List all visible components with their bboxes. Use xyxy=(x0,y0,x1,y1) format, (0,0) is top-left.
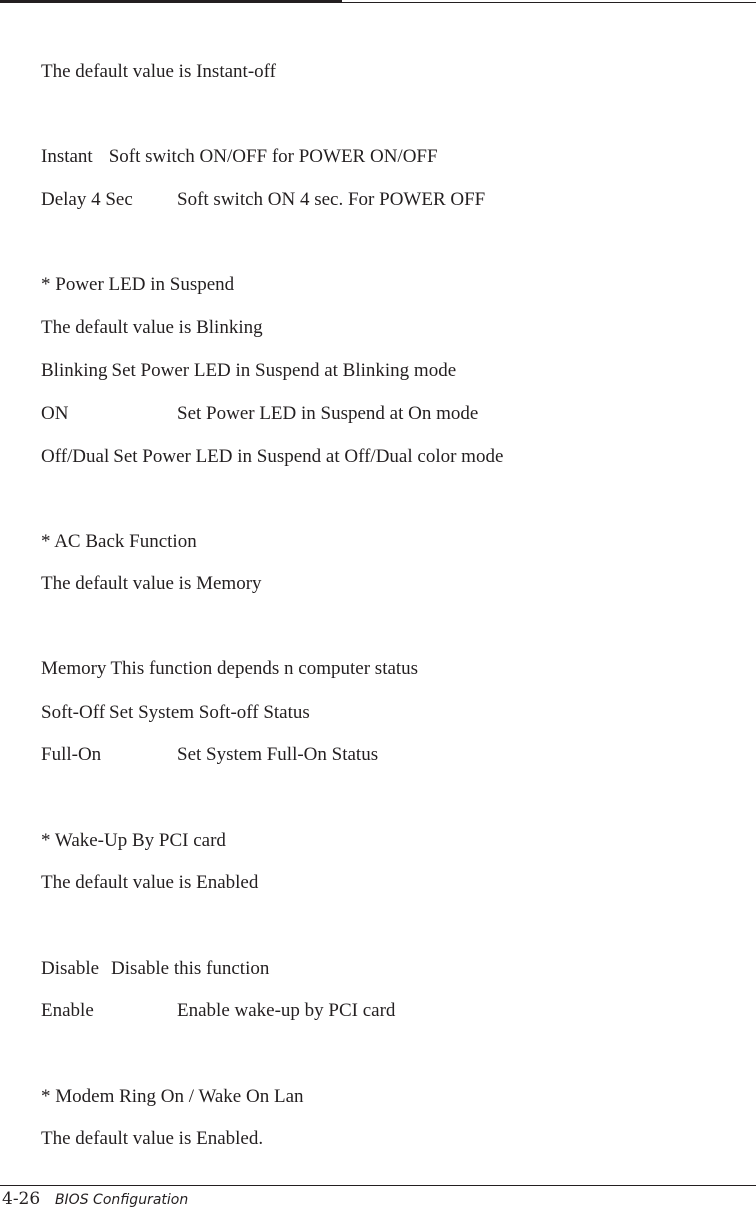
option-description: Soft switch ON/OFF for POWER ON/OFF xyxy=(108,146,438,167)
option-term: ON xyxy=(41,403,69,424)
text-line xyxy=(41,403,479,425)
text-line: The default value is Blinking xyxy=(41,317,263,338)
text-line: The default value is Enabled. xyxy=(41,1128,264,1149)
footer xyxy=(2,1188,188,1210)
text-line: * Modem Ring On / Wake On Lan xyxy=(41,1086,304,1107)
option-term: Enable xyxy=(41,1000,94,1021)
text-line xyxy=(41,658,418,680)
option-description: Set Power LED in Suspend at Blinking mode xyxy=(111,360,457,381)
option-description: Enable wake-up by PCI card xyxy=(177,1000,396,1021)
option-description: Set Power LED in Suspend at Off/Dual color mode xyxy=(113,446,504,467)
option-term: Memory xyxy=(41,658,107,679)
option-term: Off/Dual xyxy=(41,446,110,467)
option-term: Blinking xyxy=(41,360,108,381)
text-line: * AC Back Function xyxy=(41,531,197,552)
text-line xyxy=(41,189,486,211)
header-rule xyxy=(342,2,756,3)
footer-rule xyxy=(0,1185,756,1186)
option-description: Soft switch ON 4 sec. For POWER OFF xyxy=(177,189,486,210)
text-line: The default value is Instant-off xyxy=(41,61,276,82)
text-line: The default value is Memory xyxy=(41,573,262,594)
header-bar xyxy=(0,0,342,3)
option-term: Soft-Off xyxy=(41,702,106,723)
page-number: 4-26 xyxy=(2,1189,41,1209)
text-line xyxy=(41,702,310,724)
option-description: This function depends n computer status xyxy=(110,658,419,679)
text-line: The default value is Enabled xyxy=(41,872,259,893)
text-line xyxy=(41,1000,396,1022)
option-description: Set Power LED in Suspend at On mode xyxy=(177,403,479,424)
text-line xyxy=(41,958,269,980)
option-description: Set System Full-On Status xyxy=(177,744,379,765)
text-line xyxy=(41,446,503,468)
option-term: Full-On xyxy=(41,744,102,765)
option-description: Disable this function xyxy=(111,958,270,979)
option-term: Instant xyxy=(41,146,93,167)
text-line: * Wake-Up By PCI card xyxy=(41,830,226,851)
text-line: * Power LED in Suspend xyxy=(41,274,235,295)
text-line xyxy=(41,744,379,766)
option-term: Delay 4 Sec xyxy=(41,189,133,210)
text-line xyxy=(41,360,456,382)
option-term: Disable xyxy=(41,958,100,979)
text-line xyxy=(41,146,438,168)
section-title: BIOS Configuration xyxy=(54,1192,189,1208)
option-description: Set System Soft-off Status xyxy=(109,702,310,723)
